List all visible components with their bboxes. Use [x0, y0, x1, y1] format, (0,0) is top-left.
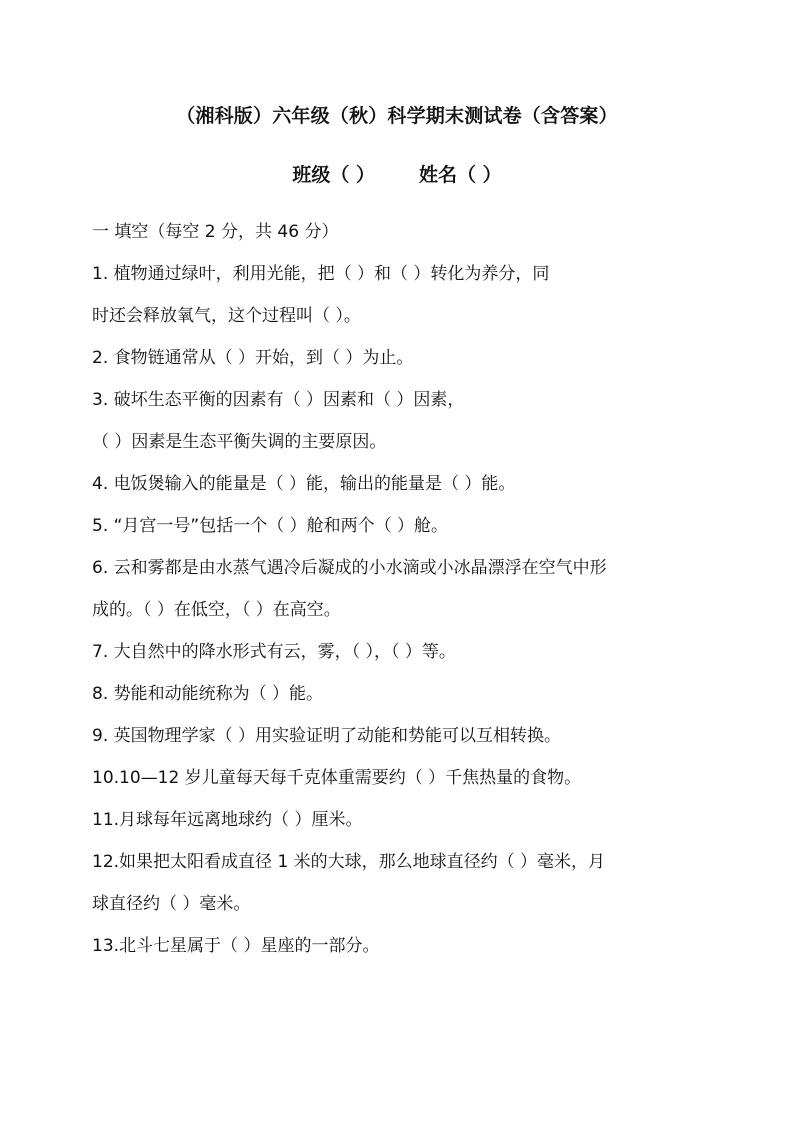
- question-1-line-2: 时还会释放氧气，这个过程叫（ ）。: [92, 306, 361, 326]
- question-10: 10.10—12 岁儿童每天每千克体重需要约（ ）千焦热量的食物。: [92, 768, 582, 788]
- exam-title: （湘科版）六年级（秋）科学期末测试卷（含答案）: [176, 105, 618, 127]
- question-3-line-2: （ ）因素是生态平衡失调的主要原因。: [92, 432, 387, 452]
- question-11: 11.月球每年远离地球约（ ）厘米。: [92, 810, 363, 830]
- question-6-line-1: 6. 云和雾都是由水蒸气遇冷后凝成的小水滴或小冰晶漂浮在空气中形: [92, 558, 607, 578]
- section-title-fill-in: 一 填空（每空 2 分，共 46 分）: [92, 222, 339, 242]
- question-2: 2. 食物链通常从（ ）开始，到（ ）为止。: [92, 348, 414, 368]
- question-8: 8. 势能和动能统称为（ ）能。: [92, 684, 324, 704]
- name-field[interactable]: 姓名（ ）: [419, 164, 502, 186]
- question-7: 7. 大自然中的降水形式有云，雾，（ ），（ ）等。: [92, 642, 456, 662]
- question-5: 5. “月宫一号”包括一个（ ）舱和两个（ ）舱。: [92, 516, 449, 536]
- student-info-row: [0, 160, 794, 187]
- exam-content: [92, 216, 712, 972]
- question-13: 13.北斗七星属于（ ）星座的一部分。: [92, 936, 380, 956]
- question-3-line-1: 3. 破坏生态平衡的因素有（ ）因素和（ ）因素，: [92, 390, 465, 410]
- question-6-line-2: 成的。（ ）在低空，（ ）在高空。: [92, 600, 341, 620]
- question-12-line-2: 球直径约（ ）毫米。: [92, 894, 251, 914]
- question-4: 4. 电饭煲输入的能量是（ ）能，输出的能量是（ ）能。: [92, 474, 516, 494]
- question-9: 9. 英国物理学家（ ）用实验证明了动能和势能可以互相转换。: [92, 726, 562, 746]
- question-12-line-1: 12.如果把太阳看成直径 1 米的大球，那么地球直径约（ ）毫米，月: [92, 852, 606, 872]
- question-1-line-1: 1. 植物通过绿叶，利用光能，把（ ）和（ ）转化为养分，同: [92, 264, 550, 284]
- class-field[interactable]: 班级（ ）: [292, 164, 375, 186]
